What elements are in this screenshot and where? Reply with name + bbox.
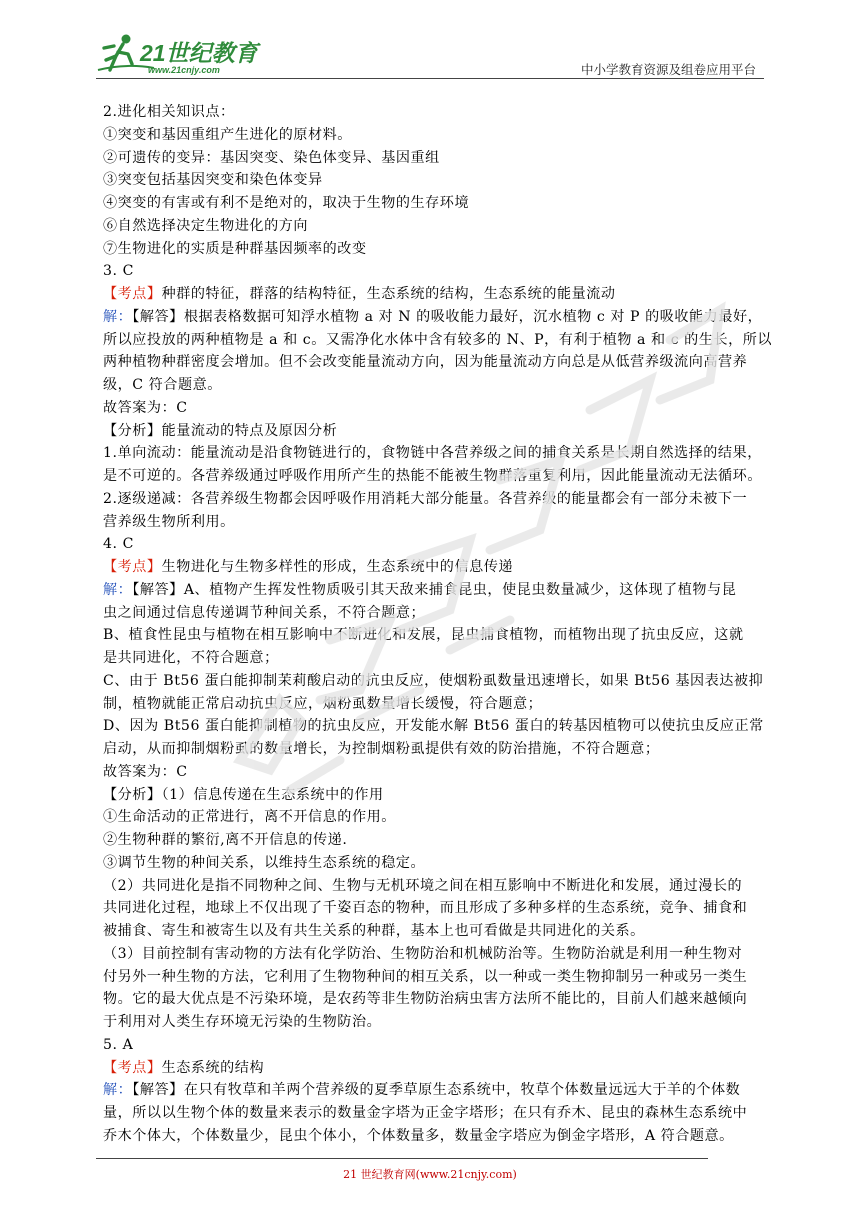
text-line [103, 579, 763, 602]
text-line [103, 169, 763, 192]
line-text: 【解答】根据表格数据可知浮水植物 a 对 N 的吸收能力最好，沉水植物 c 对 P 的吸收能力最好， [132, 308, 763, 325]
line-text: ⑥自然选择决定生物进化的方向 [103, 217, 309, 234]
logo-url: www.21cnjy.com [148, 65, 220, 75]
line-text: 付另外一种生物的方法，它利用了生物物种间的相互关系，以一种或一类生物抑制另一种或另一类生 [103, 968, 748, 985]
text-line [103, 1079, 763, 1102]
text-line [103, 988, 763, 1011]
line-text: ②可遗传的变异：基因突变、染色体变异、基因重组 [103, 149, 440, 166]
line-text: 是共同进化，不符合题意； [103, 650, 279, 666]
text-line [103, 852, 763, 875]
text-line [103, 920, 763, 943]
line-text: ④突变的有害或有利不是绝对的，取决于生物的生存环境 [103, 195, 470, 211]
line-text: C、由于 Bt56 蛋白能抑制茉莉酸启动的抗虫反应，使烟粉虱数量迅速增长，如果 Bt56 基因表达被抑 [103, 672, 764, 689]
line-text: 量，所以以生物个体的数量来表示的数量金字塔为正金字塔形；在只有乔木、昆虫的森林生态系统中 [103, 1105, 748, 1121]
text-line [103, 465, 763, 488]
text-line [103, 715, 763, 738]
text-line [103, 943, 763, 966]
line-text: 2.逐级递减：各营养级生物都会因呼吸作用消耗大部分能量。各营养级的能量都会有一部分未被下一 [103, 490, 748, 507]
solution-tag: 解： [103, 581, 133, 598]
line-text: 于利用对人类生存环境无污染的生物防治。 [103, 1014, 382, 1030]
line-text: 物。它的最大优点是不污染环境，是农药等非生物防治病虫害方法所不能比的，目前人们越来越倾向 [103, 991, 748, 1008]
text-line [103, 374, 763, 397]
text-line [103, 1011, 763, 1034]
solution-tag: 解： [103, 1082, 133, 1099]
text-line [103, 420, 763, 443]
line-text: 级，C 符合题意。 [103, 377, 222, 393]
line-text: 被捕食、寄生和被寄生以及有共生关系的种群，基本上也可看做是共同进化的关系。 [103, 923, 645, 939]
text-line [103, 784, 763, 807]
text-line [103, 829, 763, 852]
line-text: ⑦生物进化的实质是种群基因频率的改变 [103, 240, 367, 257]
section-tag: 【考点】 [103, 286, 162, 302]
text-line [103, 488, 763, 511]
line-text: 是不可逆的。各营养级通过呼吸作用所产生的热能不能被生物群落重复利用，因此能量流动无法循环。 [103, 468, 762, 484]
text-line [103, 693, 763, 716]
text-line [103, 556, 763, 579]
line-text: 共同进化过程，地球上不仅出现了千姿百态的物种，而且形成了多种多样的生态系统，竞争、捕食和 [103, 900, 748, 917]
text-line [103, 1102, 763, 1125]
line-text: 所以应投放的两种植物是 a 和 c。又需净化水体中含有较多的 N、P，有利于植物 a 和 c 的生长，所以 [103, 331, 773, 348]
header-divider [96, 78, 764, 79]
footer-divider [96, 1158, 708, 1159]
text-line [103, 442, 763, 465]
page-header [96, 30, 764, 82]
text-line [103, 511, 763, 534]
section-tag: 【考点】 [103, 1059, 162, 1076]
line-text: 【解答】A、植物产生挥发性物质吸引其天敌来捕食昆虫，使昆虫数量减少，这体现了植物与昆 [132, 581, 737, 598]
line-text: 故答案为：C [103, 763, 188, 780]
footer-text: 21 世纪教育网(www.21cnjy.com) [343, 1168, 517, 1181]
solution-tag: 解： [103, 308, 133, 325]
section-tag: 【考点】 [103, 559, 162, 575]
text-line [103, 101, 763, 124]
text-line [103, 806, 763, 829]
line-text: 营养级生物所利用。 [103, 513, 235, 530]
text-line [103, 761, 763, 784]
line-text: 两种植物种群密度会增加。但不会改变能量流动方向，因为能量流动方向总是从低营养级流向高营养 [103, 354, 748, 371]
line-text: ②生物种群的繁衍,离不开信息的传递. [103, 832, 348, 848]
line-text: 虫之间通过信息传递调节种间关系，不符合题意； [103, 604, 426, 621]
line-text: 制，植物就能正常启动抗虫反应，烟粉虱数量增长缓慢，符合题意； [103, 695, 543, 712]
line-text: （2）共同进化是指不同物种之间、生物与无机环境之间在相互影响中不断进化和发展，通过漫长的 [103, 877, 743, 894]
line-text: ③调节生物的种间关系，以维持生态系统的稳定。 [103, 854, 426, 871]
line-text: B、植食性昆虫与植物在相互影响中不断进化和发展，昆虫捕食植物，而植物出现了抗虫反应，这就 [103, 627, 744, 644]
text-line [103, 670, 763, 693]
text-line [103, 351, 763, 374]
line-text: 3. C [103, 263, 134, 280]
text-line [103, 215, 763, 238]
line-text: （3）目前控制有害动物的方法有化学防治、生物防治和机械防治等。生物防治就是利用一种生物对 [103, 945, 743, 962]
line-text: 生态系统的结构 [161, 1059, 265, 1076]
text-line [103, 875, 763, 898]
line-text: 启动，从而抑制烟粉虱的数量增长，为控制烟粉虱提供有效的防治措施，不符合题意； [103, 741, 660, 757]
line-text: 【分析】（1）信息传递在生态系统中的作用 [103, 786, 384, 803]
line-text: 1.单向流动：能量流动是沿食物链进行的，食物链中各营养级之间的捕食关系是长期自然选择的结果， [103, 445, 762, 462]
line-text: ③突变包括基因突变和染色体变异 [103, 172, 323, 189]
line-text: 乔木个体大，个体数量少，昆虫个体小，个体数量多，数量金字塔应为倒金字塔形，A 符合题意。 [103, 1127, 734, 1144]
text-line [103, 966, 763, 989]
text-line [103, 624, 763, 647]
text-line [103, 192, 763, 215]
text-line [103, 1034, 763, 1057]
line-text: 4. C [103, 536, 134, 553]
text-line [103, 533, 763, 556]
text-line [103, 602, 763, 625]
logo-title: 21世纪教育 [140, 40, 258, 66]
line-text: 生物进化与生物多样性的形成，生态系统中的信息传递 [161, 559, 514, 575]
document-body [103, 101, 773, 1148]
line-text: 【解答】在只有牧草和羊两个营养级的夏季草原生态系统中，牧草个体数量远远大于羊的个体数 [132, 1082, 741, 1099]
text-line [103, 238, 763, 261]
text-line [103, 738, 763, 761]
text-line [103, 329, 773, 352]
line-text: 2.进化相关知识点： [103, 104, 235, 120]
text-line [103, 397, 763, 420]
line-text: 种群的特征，群落的结构特征，生态系统的结构，生态系统的能量流动 [161, 286, 616, 302]
text-line [103, 306, 763, 329]
text-line [103, 147, 763, 170]
line-text: 5. A [103, 1036, 134, 1053]
line-text: D、因为 Bt56 蛋白能抑制植物的抗虫反应，开发能水解 Bt56 蛋白的转基因植物可以使抗虫反应正常 [103, 718, 764, 735]
line-text: 【分析】能量流动的特点及原因分析 [103, 422, 338, 439]
line-text: 故答案为：C [103, 399, 188, 416]
line-text: ①生命活动的正常进行，离不开信息的作用。 [103, 809, 396, 826]
line-text: ①突变和基因重组产生进化的原材料。 [103, 126, 352, 143]
text-line [103, 1125, 763, 1148]
text-line [103, 1057, 763, 1080]
text-line [103, 124, 763, 147]
text-line [103, 897, 763, 920]
text-line [103, 283, 763, 306]
text-line [103, 260, 763, 283]
platform-label: 中小学教育资源及组卷应用平台 [580, 62, 756, 77]
text-line [103, 647, 763, 670]
site-logo [96, 30, 266, 78]
